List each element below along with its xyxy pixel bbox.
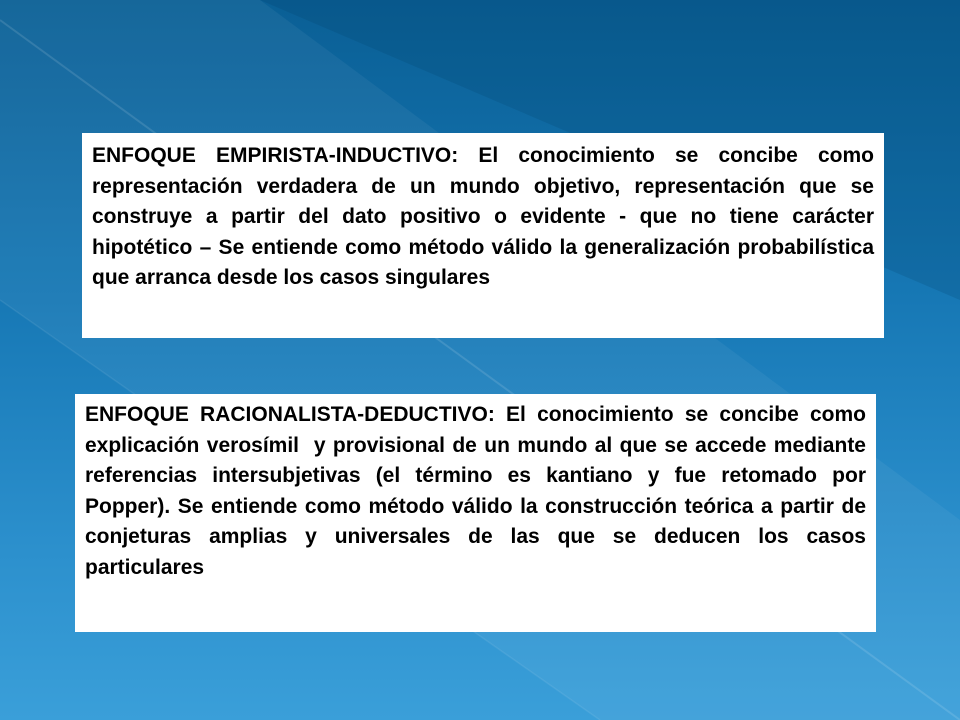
- empirista-inductivo-text: ENFOQUE EMPIRISTA-INDUCTIVO: El conocimiento se concibe como representación verdadera de un mundo objetivo, representación que se construye a partir del dato positivo o evidente - que no tiene carácter hipotético – Se entiende como método válido la generalización probabilística que arranca desde los casos singulares: [92, 144, 874, 289]
- empirista-inductivo-textbox: [82, 133, 884, 338]
- racionalista-deductivo-text: ENFOQUE RACIONALISTA-DEDUCTIVO: El conocimiento se concibe como explicación verosímil y provisional de un mundo al que se accede mediante referencias intersubjetivas (el término es kantiano y fue retomado por Popper). Se entiende como método válido la construcción teórica a partir de conjeturas amplias y universales de las que se deducen los casos particulares: [85, 403, 872, 579]
- racionalista-deductivo-textbox: [75, 394, 876, 632]
